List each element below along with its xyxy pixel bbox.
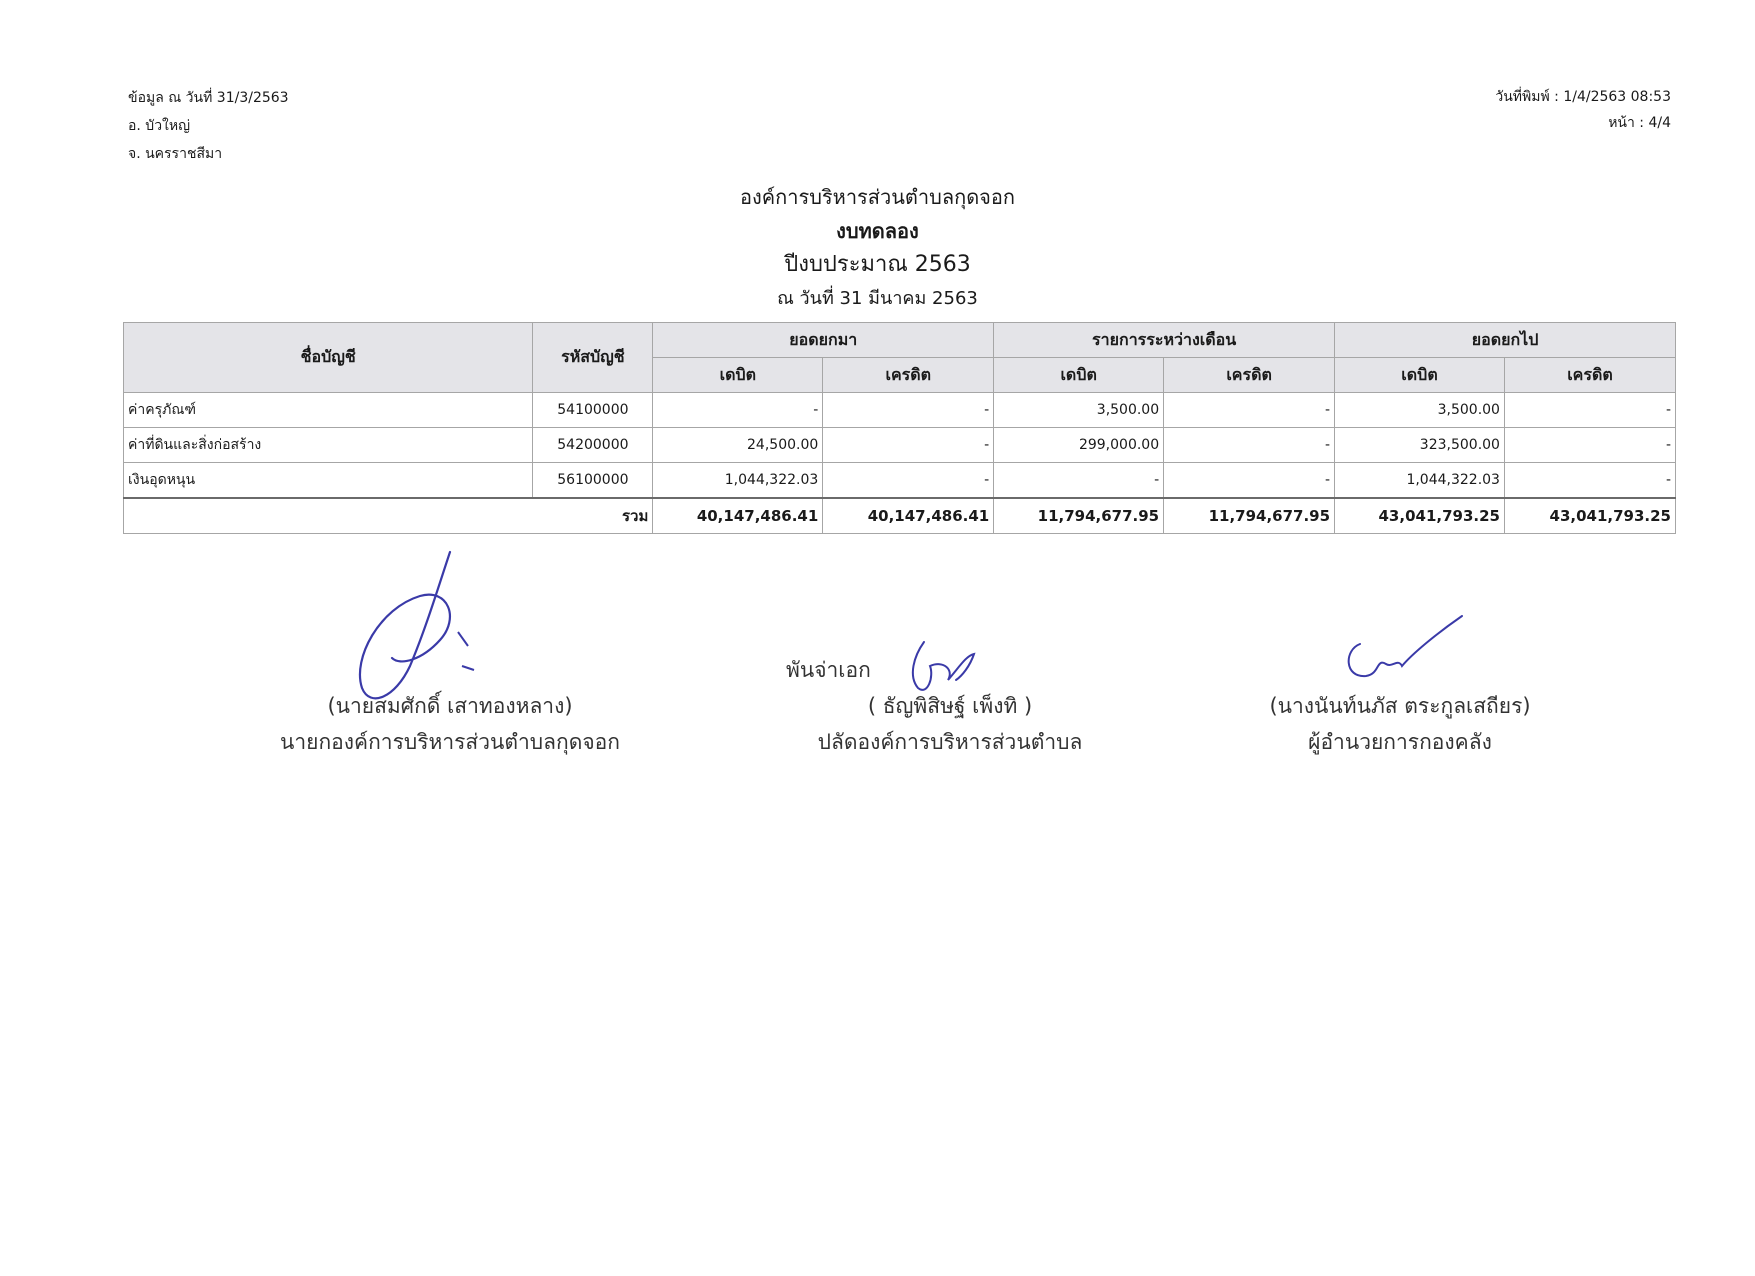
header-during-month: รายการระหว่างเดือน	[994, 323, 1335, 358]
account-name: ค่าครุภัณฑ์	[124, 393, 533, 428]
account-code: 54100000	[533, 393, 653, 428]
month-debit: -	[994, 463, 1164, 499]
trial-balance-table	[123, 322, 1676, 534]
header-cf-debit: เดบิต	[1335, 358, 1505, 393]
total-cf-credit: 43,041,793.25	[1504, 498, 1675, 534]
cf-debit: 323,500.00	[1335, 428, 1505, 463]
table-row	[124, 393, 1676, 428]
header-month-debit: เดบิต	[994, 358, 1164, 393]
month-credit: -	[1164, 428, 1335, 463]
signature-1-scribble	[340, 548, 480, 708]
signature-block-3	[1240, 688, 1560, 760]
header-account-code: รหัสบัญชี	[533, 323, 653, 393]
bf-debit: 1,044,322.03	[653, 463, 823, 499]
signature-3-scribble	[1336, 614, 1466, 684]
report-name: งบทดลอง	[836, 219, 919, 243]
month-debit: 3,500.00	[994, 393, 1164, 428]
cf-debit: 1,044,322.03	[1335, 463, 1505, 499]
bf-debit: 24,500.00	[653, 428, 823, 463]
account-code: 54200000	[533, 428, 653, 463]
table-row	[124, 428, 1676, 463]
signatory-2-name: ( ธัญพิสิษฐ์ เพ็งทิ )	[867, 694, 1033, 718]
cf-credit: -	[1504, 463, 1675, 499]
signatory-1-title: นายกองค์การบริหารส่วนตำบลกุดจอก	[280, 730, 620, 754]
month-credit: -	[1164, 393, 1335, 428]
signatory-3-title: ผู้อำนวยการกองคลัง	[1308, 730, 1492, 754]
bf-credit: -	[823, 463, 994, 499]
header-account-name: ชื่อบัญชี	[124, 323, 533, 393]
report-title-block	[0, 180, 1755, 316]
signatory-2-title: ปลัดองค์การบริหารส่วนตำบล	[817, 730, 1083, 754]
total-month-credit: 11,794,677.95	[1164, 498, 1335, 534]
fiscal-year: ปีงบประมาณ 2563	[784, 252, 971, 277]
print-date: วันที่พิมพ์ : 1/4/2563 08:53	[1495, 89, 1671, 105]
header-carried-forward: ยอดยกไป	[1335, 323, 1676, 358]
month-debit: 299,000.00	[994, 428, 1164, 463]
total-label: รวม	[124, 498, 653, 534]
header-bf-debit: เดบิต	[653, 358, 823, 393]
signatory-3-name: (นางนันท์นภัส ตระกูลเสถียร)	[1269, 694, 1531, 718]
total-bf-debit: 40,147,486.41	[653, 498, 823, 534]
header-cf-credit: เครดิต	[1504, 358, 1675, 393]
bf-credit: -	[823, 393, 994, 428]
signature-block-2	[770, 688, 1130, 760]
table-row	[124, 463, 1676, 499]
signature-2-scribble	[904, 636, 984, 696]
header-right	[1495, 84, 1671, 136]
organization-name: องค์การบริหารส่วนตำบลกุดจอก	[739, 185, 1016, 209]
account-code: 56100000	[533, 463, 653, 499]
data-as-of: ข้อมูล ณ วันที่ 31/3/2563	[128, 90, 289, 106]
bf-debit: -	[653, 393, 823, 428]
as-of-date: ณ วันที่ 31 มีนาคม 2563	[777, 288, 978, 309]
cf-credit: -	[1504, 428, 1675, 463]
cf-credit: -	[1504, 393, 1675, 428]
header-brought-forward: ยอดยกมา	[653, 323, 994, 358]
header-bf-credit: เครดิต	[823, 358, 994, 393]
month-credit: -	[1164, 463, 1335, 499]
header-left	[128, 84, 289, 168]
cf-debit: 3,500.00	[1335, 393, 1505, 428]
account-name: ค่าที่ดินและสิ่งก่อสร้าง	[124, 428, 533, 463]
signatory-1-name: (นายสมศักดิ์ เสาทองหลาง)	[327, 694, 573, 718]
province: จ. นครราชสีมา	[128, 146, 223, 162]
total-cf-debit: 43,041,793.25	[1335, 498, 1505, 534]
account-name: เงินอุดหนุน	[124, 463, 533, 499]
signatory-2-rank: พันจ่าเอก	[786, 658, 871, 682]
total-row	[124, 498, 1676, 534]
district: อ. บัวใหญ่	[128, 118, 191, 134]
signature-block-1	[240, 688, 660, 760]
total-bf-credit: 40,147,486.41	[823, 498, 994, 534]
bf-credit: -	[823, 428, 994, 463]
header-month-credit: เครดิต	[1164, 358, 1335, 393]
page-number: หน้า : 4/4	[1608, 115, 1671, 131]
total-month-debit: 11,794,677.95	[994, 498, 1164, 534]
